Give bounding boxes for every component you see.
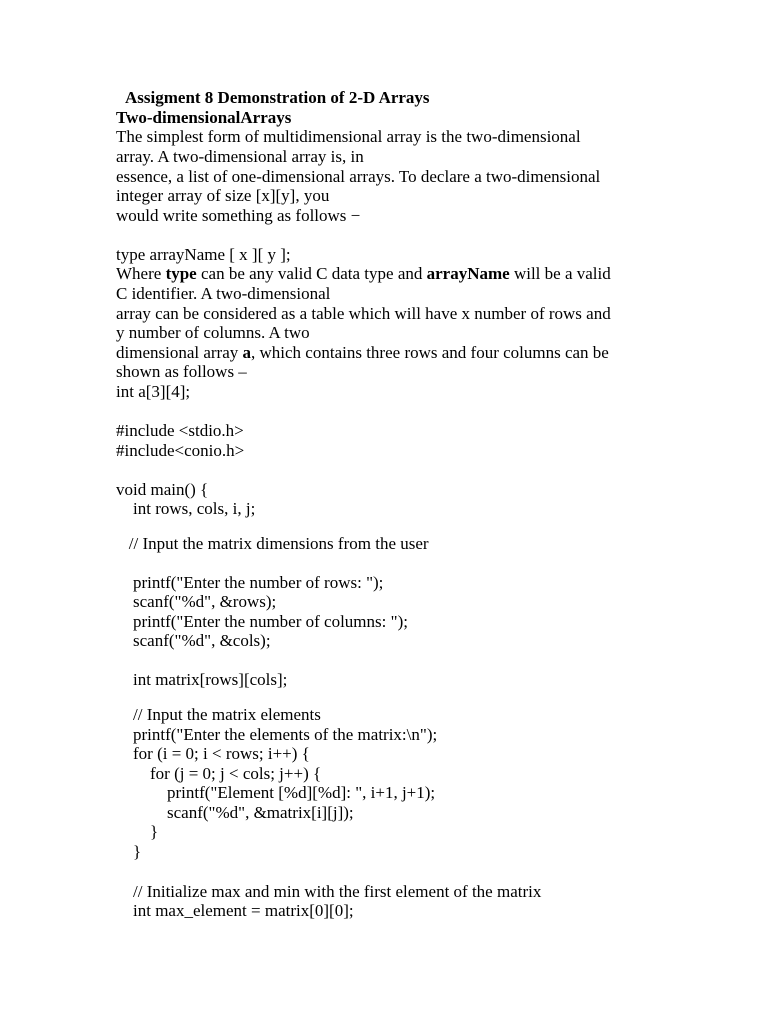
keyword-type: type [165, 264, 197, 283]
section-heading: Two-dimensionalArrays [116, 108, 292, 127]
code-line: printf("Element [%d][%d]: ", i+1, j+1); [116, 783, 436, 802]
code-line: scanf("%d", &cols); [116, 631, 271, 650]
paragraph-line [116, 343, 609, 363]
paragraph-line: integer array of size [x][y], you [116, 186, 330, 205]
code-line: void main() { [116, 480, 209, 499]
text-run: will be a valid [509, 264, 611, 283]
paragraph-line: y number of columns. A two [116, 323, 310, 342]
code-comment: // Input the matrix elements [116, 705, 321, 724]
paragraph-line: array. A two-dimensional array is, in [116, 147, 364, 166]
code-line: int rows, cols, i, j; [116, 499, 256, 518]
paragraph-line: would write something as follows − [116, 206, 361, 225]
code-comment: // Input the matrix dimensions from the user [116, 534, 429, 553]
code-line: } [116, 842, 142, 861]
keyword-arrayname: arrayName [426, 264, 510, 283]
text-run: dimensional array [116, 343, 243, 362]
paragraph-line: shown as follows – [116, 362, 247, 381]
paragraph-line: C identifier. A two-dimensional [116, 284, 331, 303]
code-line: scanf("%d", &matrix[i][j]); [116, 803, 354, 822]
text-run: , which contains three rows and four columns can be [251, 343, 609, 362]
code-line: int matrix[rows][cols]; [116, 670, 288, 689]
paragraph-line: essence, a list of one-dimensional arrays. To declare a two-dimensional [116, 167, 601, 186]
code-line: #include<conio.h> [116, 441, 245, 460]
code-line: } [116, 822, 159, 841]
code-line: #include <stdio.h> [116, 421, 244, 440]
code-line: for (j = 0; j < cols; j++) { [116, 764, 322, 783]
declaration-line: int a[3][4]; [116, 382, 191, 401]
code-comment: // Initialize max and min with the first element of the matrix [116, 882, 542, 901]
text-run: can be any valid C data type and [196, 264, 427, 283]
syntax-line: type arrayName [ x ][ y ]; [116, 245, 291, 264]
paragraph-line: array can be considered as a table which will have x number of rows and [116, 304, 611, 323]
text-run: Where [116, 264, 166, 283]
paragraph-line: The simplest form of multidimensional array is the two-dimensional [116, 127, 581, 146]
keyword-a: a [242, 343, 252, 362]
assignment-title: Assigment 8 Demonstration of 2-D Arrays [125, 88, 430, 107]
code-line: for (i = 0; i < rows; i++) { [116, 744, 310, 763]
paragraph-line [116, 264, 611, 284]
code-line: printf("Enter the number of columns: "); [116, 612, 408, 631]
code-line: printf("Enter the number of rows: "); [116, 573, 384, 592]
code-line: int max_element = matrix[0][0]; [116, 901, 354, 920]
code-line: scanf("%d", &rows); [116, 592, 277, 611]
code-line: printf("Enter the elements of the matrix:\n"); [116, 725, 438, 744]
